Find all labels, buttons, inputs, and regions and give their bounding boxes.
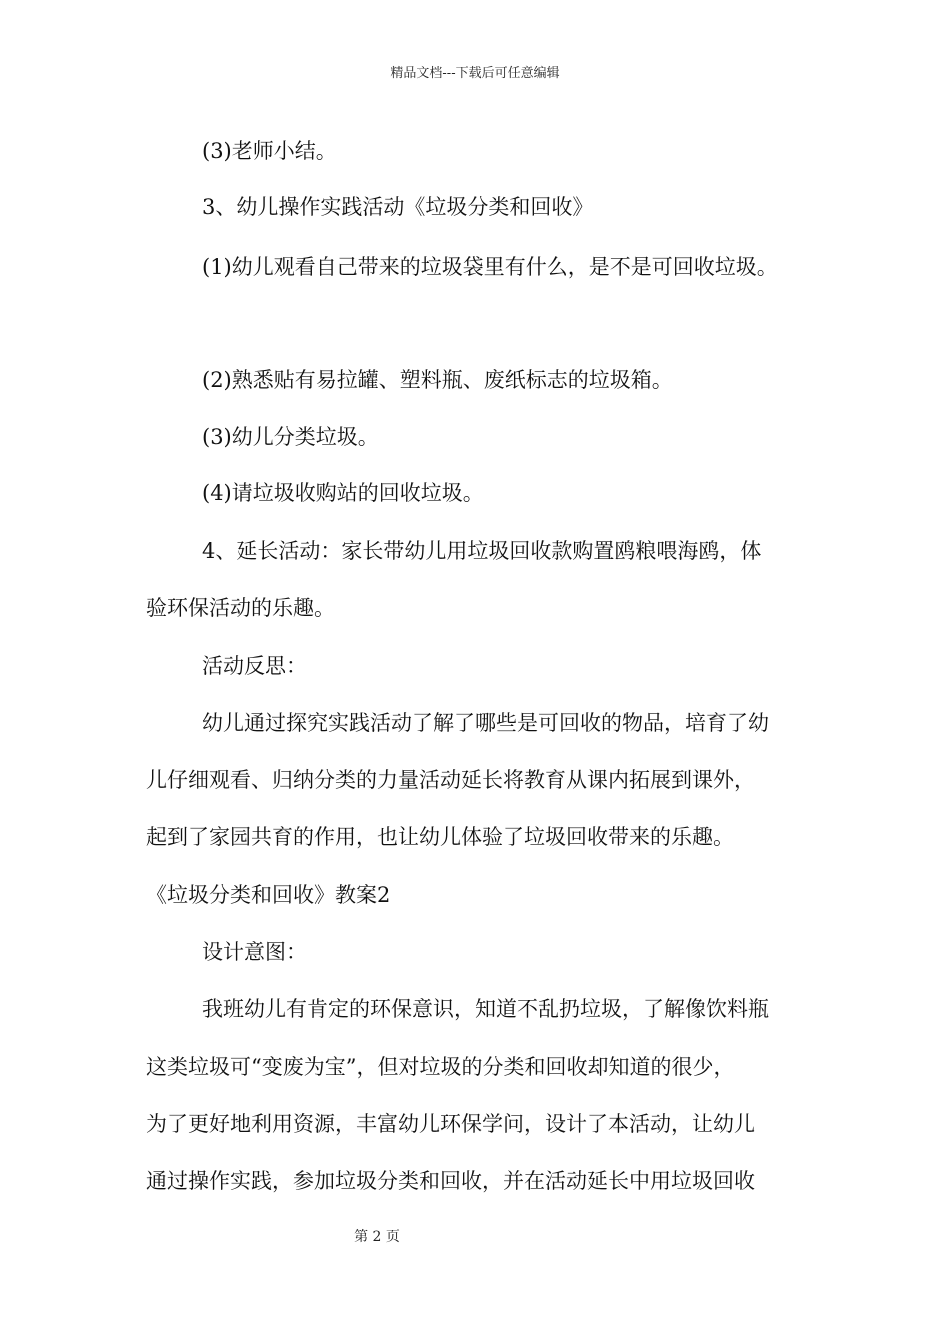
- text-line: (1)幼儿观看自己带来的垃圾袋里有什么，是不是可回收垃圾。: [202, 255, 778, 279]
- text-line: (3)幼儿分类垃圾。: [202, 425, 379, 449]
- text-line: 设计意图：: [202, 940, 307, 964]
- text-line: 活动反思：: [202, 654, 307, 678]
- text-line: 儿仔细观看、归纳分类的力量活动延长将教育从课内拓展到课外，: [146, 768, 755, 792]
- page-number: 第 2 页: [354, 1229, 400, 1245]
- text-line: (4)请垃圾收购站的回收垃圾。: [202, 481, 484, 505]
- text-line: 我班幼儿有肯定的环保意识，知道不乱扔垃圾，了解像饮料瓶: [202, 997, 769, 1021]
- text-line: 这类垃圾可“变废为宝”，但对垃圾的分类和回收却知道的很少，: [146, 1055, 735, 1079]
- text-line: 4、延长活动：家长带幼儿用垃圾回收款购置鸥粮喂海鸥，体: [202, 539, 762, 563]
- text-line: 为了更好地利用资源，丰富幼儿环保学问，设计了本活动，让幼儿: [146, 1112, 755, 1136]
- text-line: (3)老师小结。: [202, 139, 337, 163]
- section-title: 《垃圾分类和回收》教案2: [146, 883, 391, 907]
- text-line: 幼儿通过探究实践活动了解了哪些是可回收的物品，培育了幼: [202, 711, 769, 735]
- text-line: 验环保活动的乐趣。: [146, 596, 335, 620]
- text-line: 通过操作实践，参加垃圾分类和回收，并在活动延长中用垃圾回收: [146, 1169, 755, 1193]
- text-line: 3、幼儿操作实践活动《垃圾分类和回收》: [202, 195, 594, 219]
- text-line: (2)熟悉贴有易拉罐、塑料瓶、废纸标志的垃圾箱。: [202, 368, 673, 392]
- text-line: 起到了家园共育的作用，也让幼儿体验了垃圾回收带来的乐趣。: [146, 825, 734, 849]
- page-header: 精品文档---下载后可任意编辑: [390, 66, 560, 81]
